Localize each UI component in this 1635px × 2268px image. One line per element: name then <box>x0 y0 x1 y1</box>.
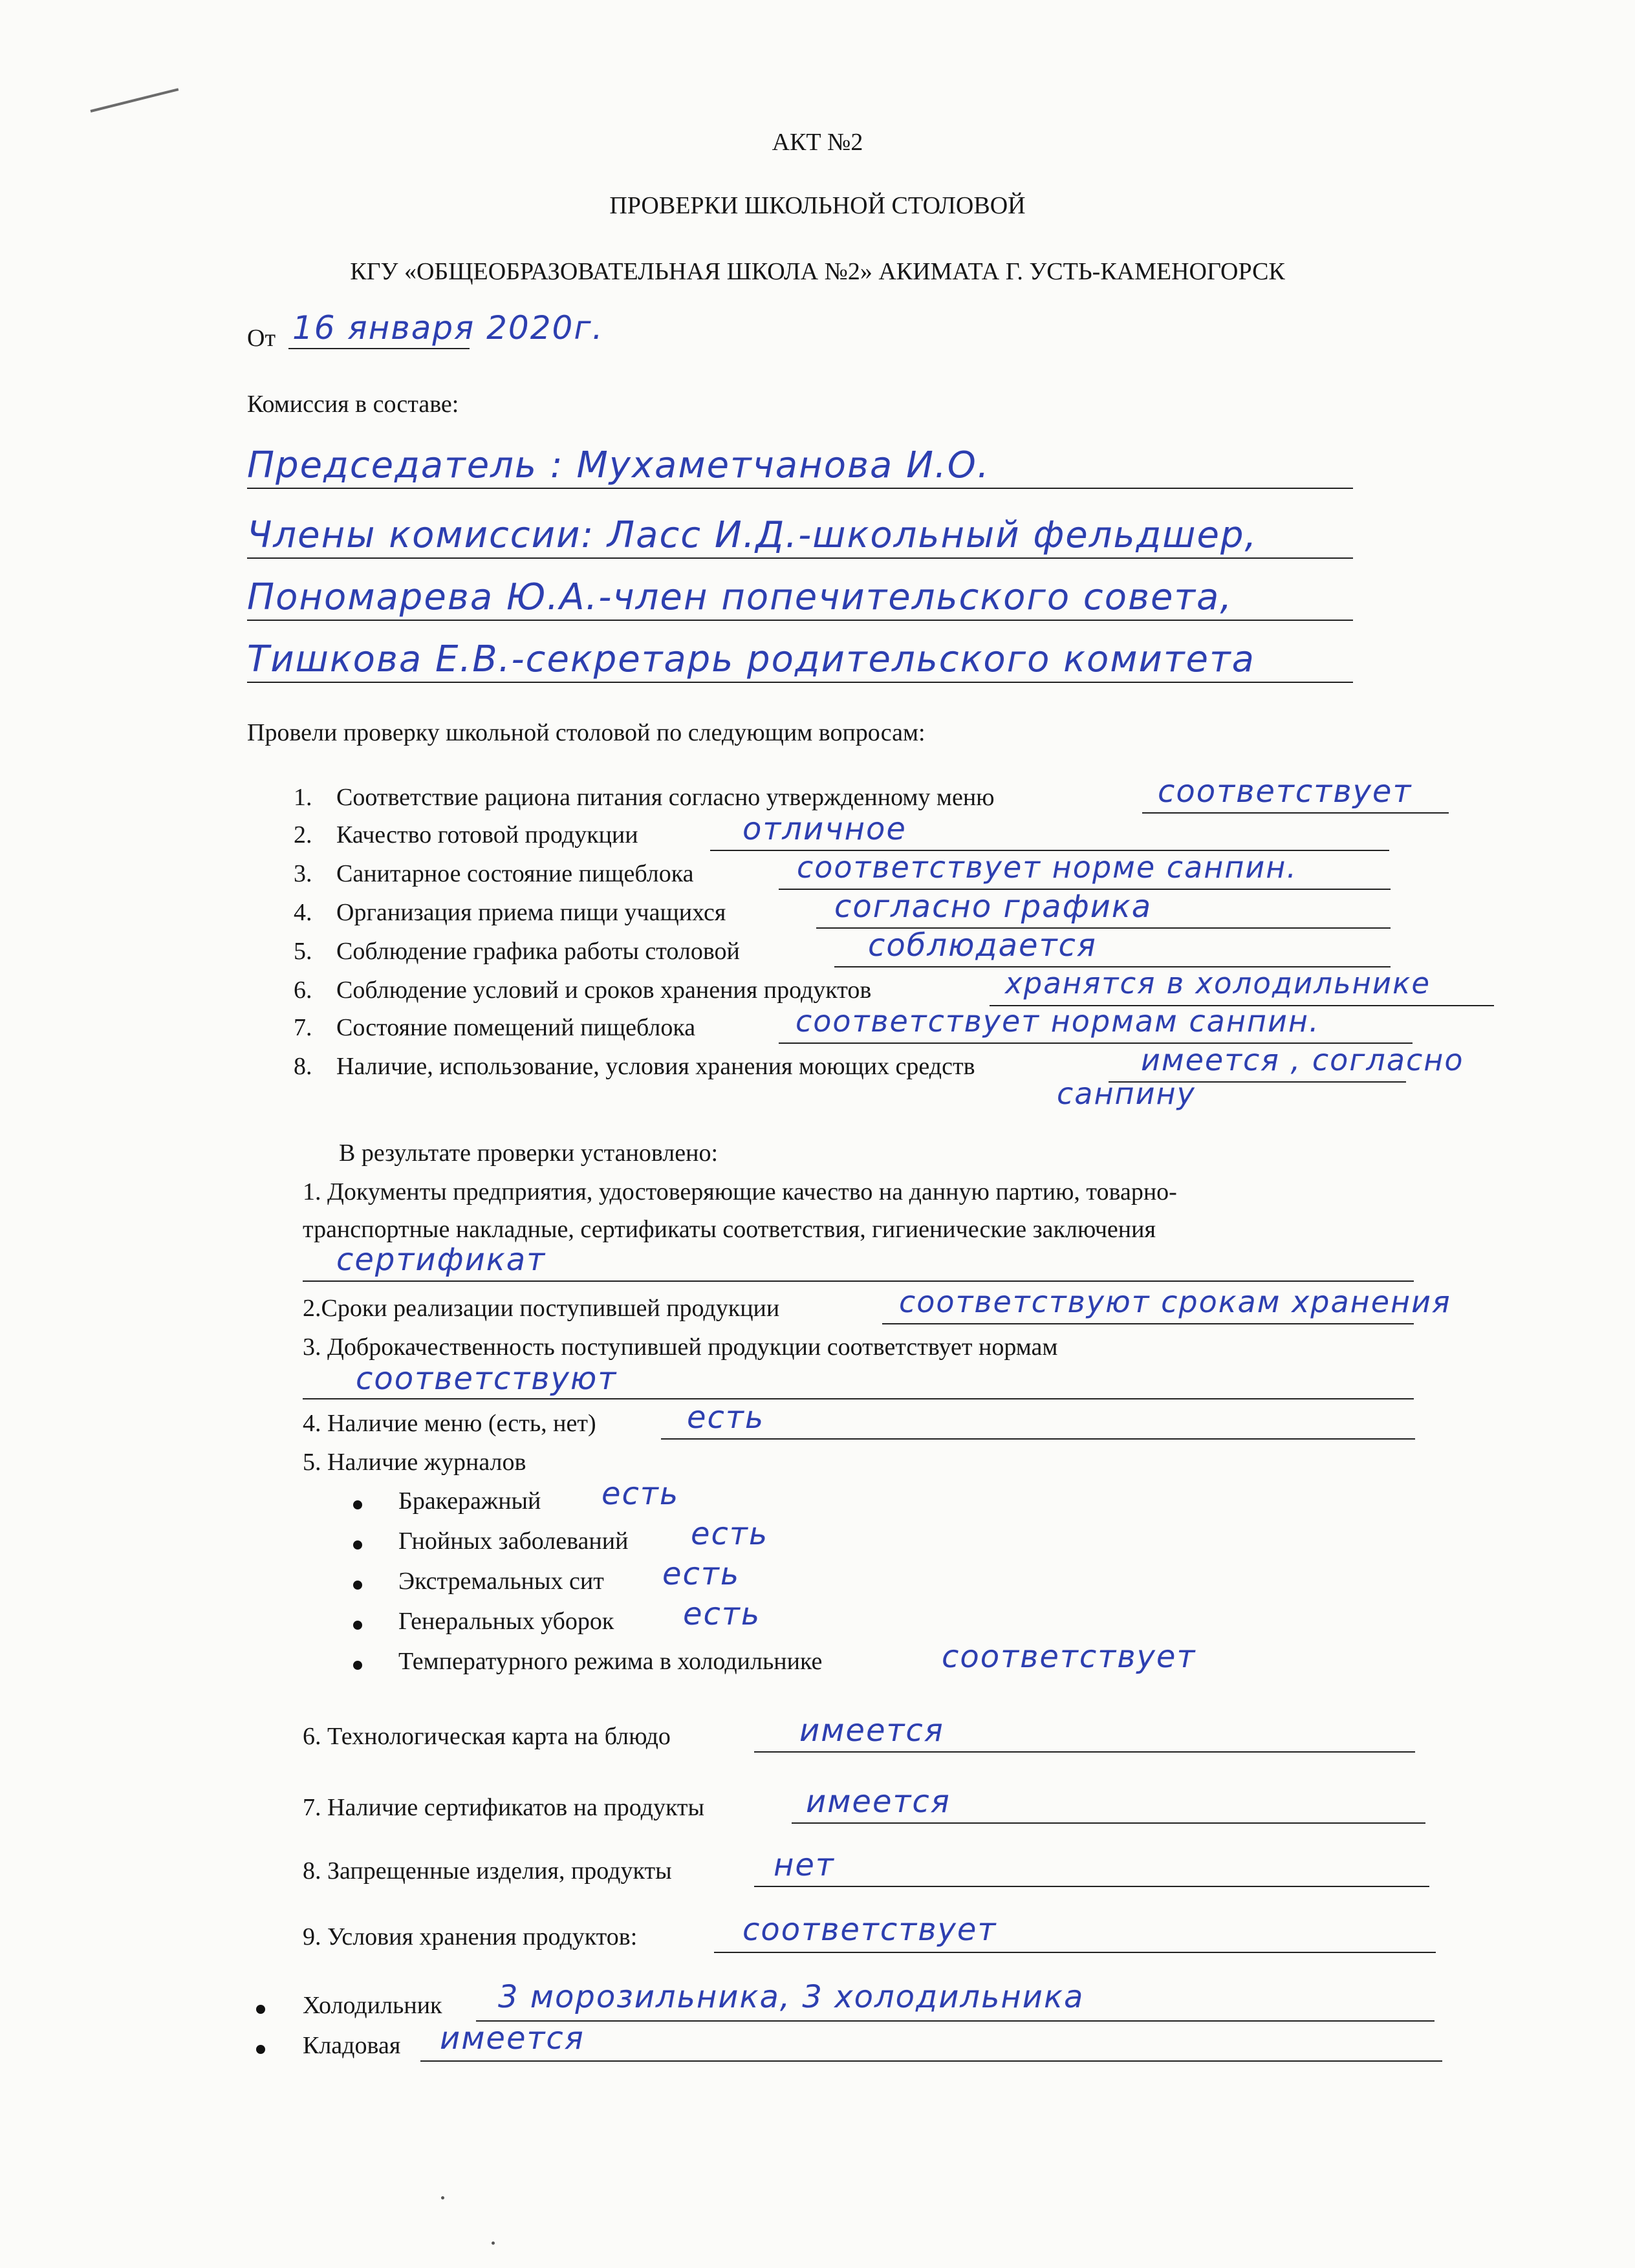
result-3-answer: соответствуют <box>356 1361 618 1397</box>
result-9-answer: соответствует <box>742 1912 997 1948</box>
commission-chair: Председатель : Мухаметчанова И.О. <box>247 444 990 486</box>
journal-item: Генеральных уборок <box>398 1608 614 1635</box>
journal-answer: есть <box>691 1516 769 1552</box>
act-subtitle: ПРОВЕРКИ ШКОЛЬНОЙ СТОЛОВОЙ <box>609 192 1026 219</box>
check-answer: соответствует нормам санпин. <box>796 1004 1320 1039</box>
check-answer-continued: санпину <box>1057 1076 1196 1111</box>
check-item: 5. Соблюдение графика работы столовой <box>294 938 740 965</box>
result-1-text-cont: транспортные накладные, сертификаты соответствия, гигиенические заключения <box>303 1216 1156 1243</box>
result-6-answer: имеется <box>799 1712 944 1749</box>
check-answer: соблюдается <box>868 927 1097 964</box>
commission-member: Тишкова Е.В.-секретарь родительского комитета <box>247 638 1255 680</box>
result-3-label: 3. Доброкачественность поступившей продукции соответствует нормам <box>303 1334 1058 1361</box>
result-8-answer: нет <box>774 1847 835 1883</box>
result-2-answer: соответствуют срокам хранения <box>899 1284 1451 1319</box>
result-9-label: 9. Условия хранения продуктов: <box>303 1923 638 1950</box>
check-item: 3. Санитарное состояние пищеблока <box>294 860 694 887</box>
commission-member: Члены комиссии: Ласс И.Д.-школьный фельдшер, <box>247 514 1258 556</box>
check-item: 8. Наличие, использование, условия хранения моющих средств <box>294 1053 975 1080</box>
scan-speck <box>441 2196 444 2199</box>
result-7-label: 7. Наличие сертификатов на продукты <box>303 1794 705 1821</box>
results-intro: В результате проверки установлено: <box>339 1139 719 1167</box>
check-answer: соответствует норме санпин. <box>797 850 1297 885</box>
journal-item: Гнойных заболеваний <box>398 1528 629 1555</box>
date-value: 16 января 2020г. <box>292 309 604 347</box>
result-8-label: 8. Запрещенные изделия, продукты <box>303 1857 672 1885</box>
check-item: 2. Качество готовой продукции <box>294 821 638 848</box>
storage-answer: имеется <box>440 2020 585 2057</box>
journal-answer: есть <box>662 1556 741 1592</box>
scan-pen-mark <box>91 88 179 113</box>
check-answer: хранятся в холодильнике <box>1005 966 1431 1000</box>
commission-member-line <box>247 446 1353 489</box>
journal-answer: есть <box>601 1476 680 1512</box>
check-item: 6. Соблюдение условий и сроков хранения продуктов <box>294 977 872 1004</box>
commission-member-line <box>247 640 1353 683</box>
check-answer: соответствует <box>1158 773 1413 810</box>
journal-item: Экстремальных сит <box>398 1568 604 1595</box>
check-item: 7. Состояние помещений пищеблока <box>294 1014 696 1041</box>
result-5-label: 5. Наличие журналов <box>303 1449 526 1476</box>
checks-intro: Провели проверку школьной столовой по следующим вопросам: <box>247 719 926 746</box>
result-1-answer: сертификат <box>336 1242 547 1278</box>
result-6-label: 6. Технологическая карта на блюдо <box>303 1723 671 1750</box>
result-7-answer: имеется <box>806 1784 951 1820</box>
check-answer: согласно графика <box>834 889 1153 925</box>
commission-label: Комиссия в составе: <box>247 391 459 418</box>
commission-member: Пономарева Ю.А.-член попечительского совета, <box>247 576 1233 618</box>
scan-speck <box>492 2241 495 2245</box>
check-answer: отличное <box>742 811 907 847</box>
result-2-label: 2.Сроки реализации поступившей продукции <box>303 1295 780 1322</box>
act-title: АКТ №2 <box>772 129 863 156</box>
institution-name: КГУ «ОБЩЕОБРАЗОВАТЕЛЬНАЯ ШКОЛА №2» АКИМАТА Г. УСТЬ-КАМЕНОГОРСК <box>350 258 1285 285</box>
journal-item: Температурного режима в холодильнике <box>398 1648 823 1675</box>
result-4-answer: есть <box>687 1399 765 1436</box>
journal-answer: есть <box>683 1596 761 1632</box>
journal-answer: соответствует <box>942 1639 1196 1675</box>
check-answer: имеется , согласно <box>1141 1042 1464 1077</box>
result-1-text: 1. Документы предприятия, удостоверяющие качество на данную партию, товарно- <box>303 1178 1177 1205</box>
journal-item: Бракеражный <box>398 1487 541 1515</box>
commission-member-line <box>247 578 1353 621</box>
date-label: От <box>247 325 276 352</box>
result-4-label: 4. Наличие меню (есть, нет) <box>303 1410 596 1437</box>
check-item: 4. Организация приема пищи учащихся <box>294 899 726 926</box>
check-item: 1. Соответствие рациона питания согласно утвержденному меню <box>294 784 995 811</box>
storage-item: Холодильник <box>303 1992 442 2019</box>
commission-member-line <box>247 516 1353 559</box>
storage-item: Кладовая <box>303 2032 401 2059</box>
storage-answer: 3 морозильника, 3 холодильника <box>498 1979 1085 2015</box>
